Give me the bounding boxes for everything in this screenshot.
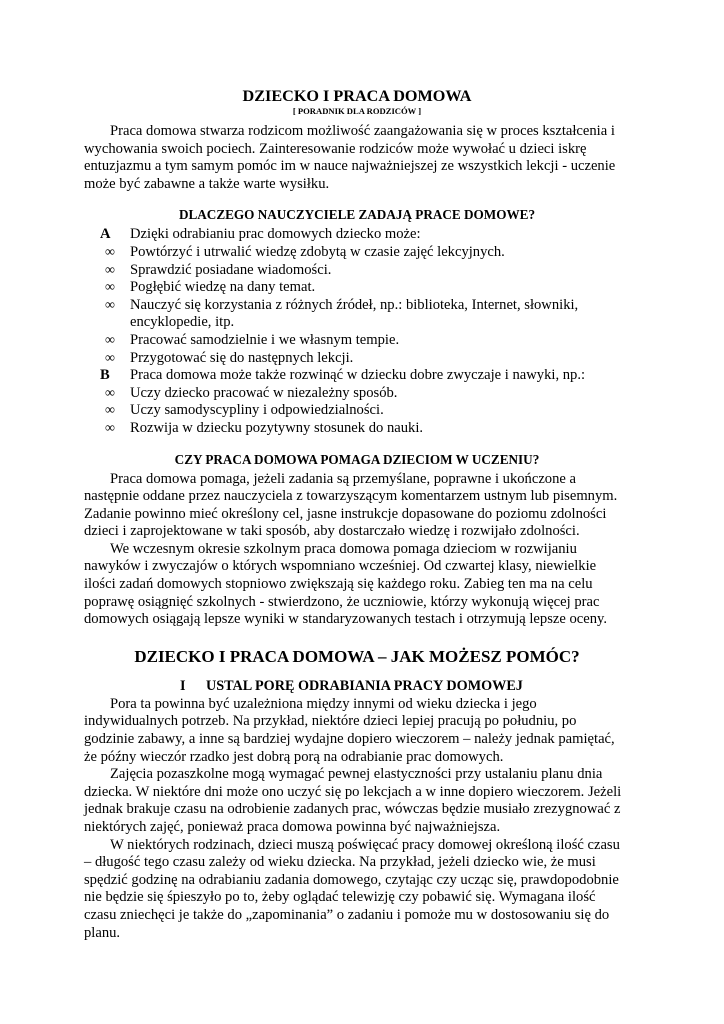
subsection-title: USTAL PORĘ ODRABIANIA PRACY DOMOWEJ — [206, 677, 523, 694]
point-a-text: Dzięki odrabianiu prac domowych dziecko może: — [130, 226, 421, 243]
infinity-bullet-icon: ∞ — [105, 262, 115, 278]
list-item: ∞ Nauczyć się korzystania z różnych źródeł, np.: biblioteka, Internet, słowniki, encyklopedie, itp. — [105, 296, 579, 331]
document-title: DZIECKO I PRACA DOMOWA — [242, 87, 472, 105]
list-item: ∞ Pracować samodzielnie i we własnym tempie. — [105, 331, 400, 348]
benefits-list — [84, 244, 630, 367]
list-item: ∞ Pogłębić wiedzę na dany temat. — [105, 279, 316, 296]
set-time-paragraph-2: Zajęcia pozaszkolne mogą wymagać pewnej elastyczności przy ustalaniu planu dnia dziecka. W niektóre dni może ono uczyć się po lekcjach a w inne dopiero wieczorem. Jeżeli jednak brakuje czasu na odrobienie zadanych prac, wówczas będzie musiało zrezygnować z niektórych zajęć, ponieważ praca domowa powinna być najważniejsza. — [84, 766, 622, 835]
section-heading-why-homework: DLACZEGO NAUCZYCIELE ZADAJĄ PRACE DOMOWE? — [178, 207, 536, 223]
point-b — [84, 367, 630, 385]
document-page — [84, 86, 630, 942]
infinity-bullet-icon: ∞ — [105, 350, 115, 366]
section-heading-does-it-help: CZY PRACA DOMOWA POMAGA DZIECIOM W UCZENIU? — [174, 451, 540, 467]
point-b-letter: B — [100, 367, 110, 384]
infinity-bullet-icon: ∞ — [105, 403, 115, 419]
infinity-bullet-icon: ∞ — [105, 280, 115, 296]
infinity-bullet-icon: ∞ — [105, 297, 115, 313]
list-item: ∞ Powtórzyć i utrwalić wiedzę zdobytą w czasie zajęć lekcyjnych. — [105, 243, 505, 260]
list-item: ∞ Rozwija w dziecku pozytywny stosunek do nauki. — [105, 419, 424, 436]
does-it-help-paragraph-1: Praca domowa pomaga, jeżeli zadania są przemyślane, poprawne i ukończone a następnie oddane przez nauczyciela z towarzyszącym komentarzem ustnym lub pisemnym. Zadanie powinno mieć określony cel, jasne instrukcje dopasowane do poziomu zdolności dzieci i zaprojektowane w taki sposób, aby dostarczało wiedzę i rozwijało zdolności. — [84, 470, 618, 540]
point-a — [84, 226, 630, 244]
section-heading-how-to-help: DZIECKO I PRACA DOMOWA – JAK MOŻESZ POMÓC? — [134, 646, 580, 666]
point-a-letter: A — [100, 226, 111, 243]
list-item: ∞ Przygotować się do następnych lekcji. — [105, 349, 354, 366]
habits-list — [84, 385, 630, 438]
document-subtitle: [ PORADNIK DLA RODZICÓW ] — [292, 106, 422, 116]
list-item: ∞ Sprawdzić posiadane wiadomości. — [105, 261, 332, 278]
list-item: ∞ Uczy samodyscypliny i odpowiedzialności. — [105, 402, 384, 419]
infinity-bullet-icon: ∞ — [105, 332, 115, 348]
infinity-bullet-icon: ∞ — [105, 244, 115, 260]
does-it-help-paragraph-2: We wczesnym okresie szkolnym praca domowa pomaga dzieciom w rozwijaniu nawyków i zwyczajów o których wspomniano wcześniej. Od czwartej klasy, niewielkie ilości zadań domowych stopniowo zwiększają się każdego roku. Zabieg ten ma na celu poprawę osiągnięć szkolnych - stwierdzono, że uczniowie, którzy wykonują więcej prac domowych osiągają lepsze wyniki w standaryzowanych testach i otrzymują lepsze oceny. — [84, 540, 608, 628]
infinity-bullet-icon: ∞ — [105, 420, 115, 436]
list-item: ∞ Uczy dziecko pracować w niezależny sposób. — [105, 384, 398, 401]
infinity-bullet-icon: ∞ — [105, 385, 115, 401]
point-b-text: Praca domowa może także rozwinąć w dziecku dobre zwyczaje i nawyki, np.: — [130, 367, 586, 384]
set-time-paragraph-3: W niektórych rodzinach, dzieci muszą poświęcać pracy domowej określoną ilość czasu – długość tego czasu zależy od wieku dziecka. Na przykład, jeżeli dziecko wie, że musi spędzić godzinę na odrabianiu zadania domowego, czytając czy ucząc się, prawdopodobnie nie będzie się śpieszyło po to, żeby oglądać telewizję czy pobawić się. Wymagana ilość czasu zniechęci je także do „zapominania” o zadaniu i pomoże mu w dostosowaniu się do planu. — [84, 836, 620, 941]
subsection-number: I — [180, 677, 186, 694]
set-time-paragraph-1: Pora ta powinna być uzależniona między innymi od wieku dziecka i jego indywidualnych potrzeb. Na przykład, niektóre dzieci lepiej pracują po południu, po godzinie zabawy, a inne są bardziej wydajne dopiero wieczorem – należy jednak pamiętać, że późny wieczór rzadko jest dobrą porą na odrabianie prac domowych. — [84, 695, 615, 765]
subsection-heading-set-time — [84, 678, 630, 695]
intro-paragraph: Praca domowa stwarza rodzicom możliwość zaangażowania się w proces kształcenia i wychowania swoich pociech. Zainteresowanie rodziców może wywołać u dzieci iskrę entuzjazmu a tym samym pomóc im w nauce najważniejszej ze wszystkich lekcji - uczenie może być zabawne a także warte wysiłku. — [84, 123, 616, 192]
